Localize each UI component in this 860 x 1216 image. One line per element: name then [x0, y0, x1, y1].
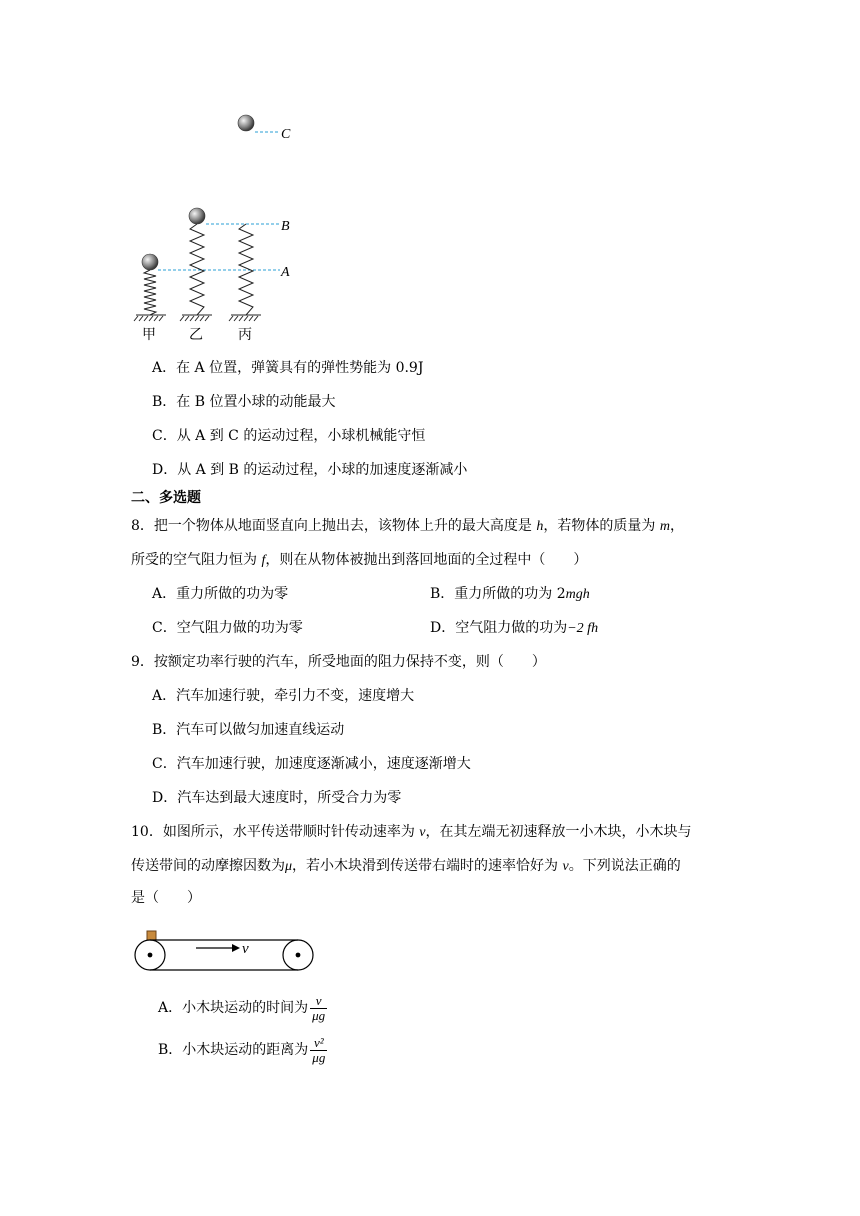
- q7-option-b: B．在 B 位置小球的动能最大: [152, 394, 336, 410]
- label-a: A: [281, 265, 290, 280]
- label-b: B: [281, 219, 290, 234]
- q10-stem-line1: 10．如图所示，水平传送带顺时针传动速率为 v，在其左端无初速释放一小木块，小木块与: [131, 824, 692, 840]
- spring-ball-figure: [120, 105, 320, 345]
- q10-option-b: B．小木块运动的距离为 $\frac{\text{v²}}{\mu g}$: [158, 1034, 326, 1065]
- q8-option-c: C．空气阻力做的功为零: [152, 620, 303, 636]
- q9-option-d: D．汽车达到最大速度时，所受合力为零: [152, 790, 402, 806]
- ground-hatch: [134, 315, 261, 321]
- q8-option-d: D．空气阻力做的功为−2 fh: [430, 620, 599, 636]
- spring-yi: [190, 224, 204, 315]
- q7-option-d: D．从 A 到 B 的运动过程，小球的加速度逐渐减小: [152, 462, 468, 478]
- velocity-arrowhead: [232, 944, 240, 952]
- right-axle: [296, 953, 301, 958]
- ball-c: [238, 115, 254, 131]
- q8-stem-line2: 所受的空气阻力恒为 f，则在从物体被抛出到落回地面的全过程中（ ）: [131, 552, 588, 568]
- q10-stem-line2: 传送带间的动摩擦因数为μ，若小木块滑到传送带右端时的速率恰好为 v。下列说法正确的: [131, 858, 681, 874]
- conveyor-belt-figure: [132, 928, 318, 974]
- q8-option-b: B．重力所做的功为 2mgh: [430, 586, 590, 602]
- left-axle: [148, 953, 153, 958]
- q10-stem-line3: 是（ ）: [131, 890, 201, 906]
- label-jia: 甲: [142, 328, 156, 343]
- label-c: C: [281, 127, 291, 142]
- q10-option-a: A．小木块运动的时间为 $\frac{v}{\mu g}$: [158, 992, 326, 1023]
- section-title: 二、多选题: [131, 490, 201, 506]
- q7-option-a: A．在 A 位置，弹簧具有的弹性势能为 0.9J: [152, 360, 424, 376]
- label-bing: 丙: [238, 328, 252, 343]
- q8-option-a: A．重力所做的功为零: [152, 586, 289, 602]
- q7-option-c: C．从 A 到 C 的运动过程，小球机械能守恒: [152, 428, 426, 444]
- q9-stem: 9．按额定功率行驶的汽车，所受地面的阻力保持不变，则（ ）: [131, 654, 546, 670]
- q9-option-a: A．汽车加速行驶，牵引力不变，速度增大: [152, 688, 415, 704]
- q9-option-b: B．汽车可以做匀加速直线运动: [152, 722, 345, 738]
- ball-jia: [142, 254, 158, 270]
- q9-option-c: C．汽车加速行驶，加速度逐渐减小，速度逐渐增大: [152, 756, 471, 772]
- label-yi: 乙: [189, 328, 203, 343]
- velocity-label: v: [242, 941, 249, 957]
- ball-yi: [189, 208, 205, 224]
- spring-jia: [144, 270, 156, 315]
- wood-block: [147, 931, 156, 940]
- q8-stem-line1: 8．把一个物体从地面竖直向上抛出去，该物体上升的最大高度是 h，若物体的质量为 m，: [131, 518, 684, 534]
